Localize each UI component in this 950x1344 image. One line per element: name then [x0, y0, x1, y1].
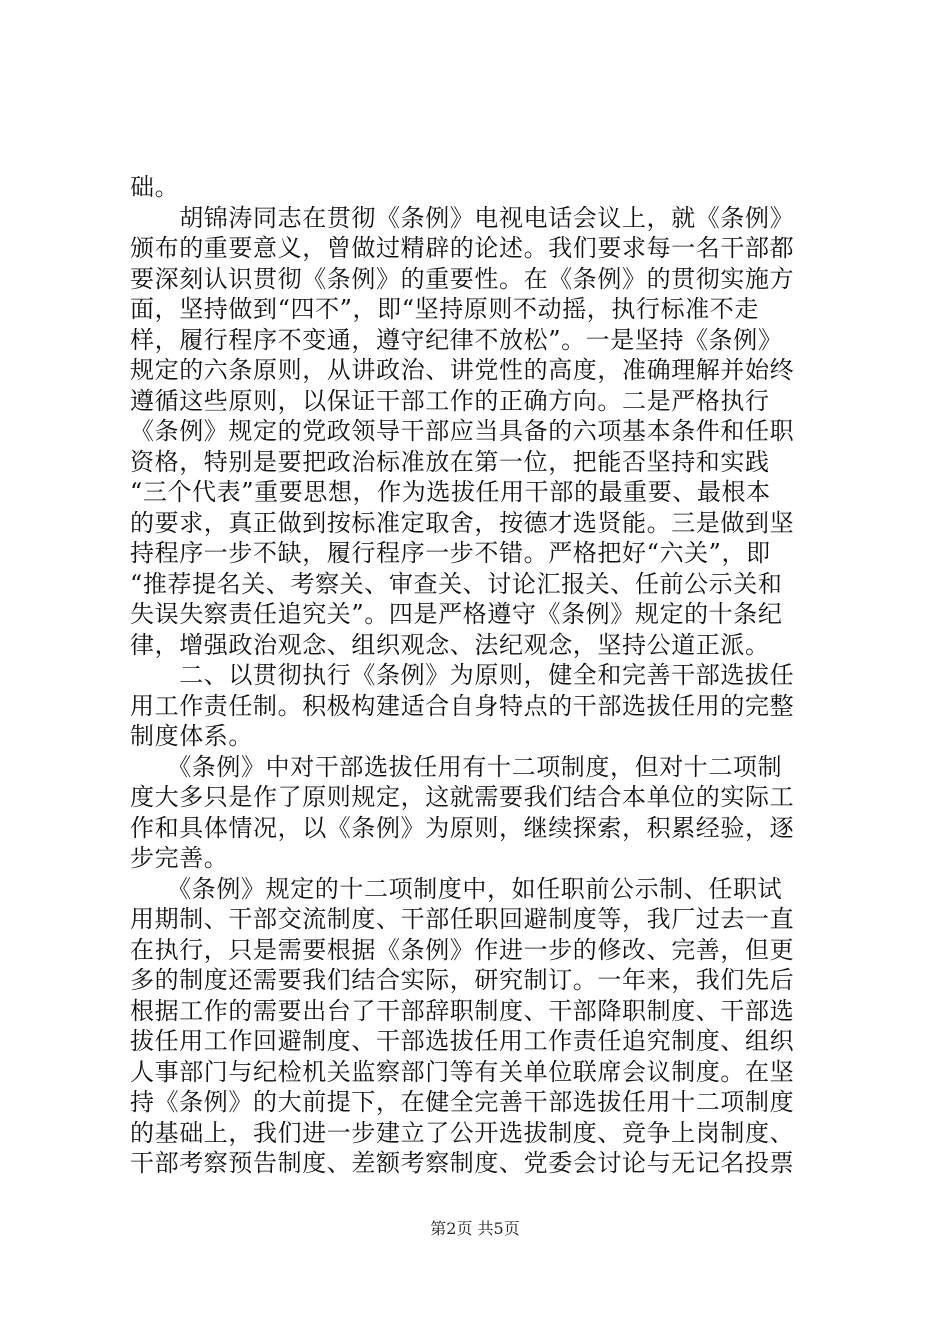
text-line: 制度体系。: [130, 722, 253, 750]
text-line: “三个代表”重要思想，作为选拔任用干部的最重要、最根本: [130, 478, 771, 506]
text-line: 步完善。: [130, 844, 229, 872]
text-line: 样，履行程序不变通，遵守纪律不放松”。一是坚持《条例》: [130, 325, 783, 354]
text-line: 二、以贯彻执行《条例》为原则，健全和完善干部选拔任: [130, 661, 795, 689]
text-line: 持《条例》的大前提下，在健全完善干部选拔任用十二项制度: [130, 1088, 795, 1116]
text-line: 用期制、干部交流制度、干部任职回避制度等，我厂过去一直: [130, 905, 795, 933]
text-line: “推荐提名关、考察关、审查关、讨论汇报关、任前公示关和: [130, 569, 783, 598]
text-line: 多的制度还需要我们结合实际，研究制订。一年来，我们先后: [130, 966, 795, 994]
text-line: 颁布的重要意义，曾做过精辟的论述。我们要求每一名干部都: [130, 234, 795, 262]
text-line: 《条例》规定的十二项制度中，如任职前公示制、任职试: [130, 874, 783, 903]
text-line: 《条例》规定的党政领导干部应当具备的六项基本条件和任职: [130, 417, 795, 445]
text-line: 拔任用工作回避制度、干部选拔任用工作责任追究制度、组织: [130, 1027, 795, 1055]
text-line: 持程序一步不缺，履行程序一步不错。严格把好“六关”，即: [130, 539, 771, 567]
text-line: 资格，特别是要把政治标准放在第一位，把能否坚持和实践: [130, 447, 770, 476]
paragraph: [130, 203, 830, 661]
text-line: 失误失察责任追究关”。四是严格遵守《条例》规定的十条纪: [130, 600, 783, 628]
text-line: 根据工作的需要出台了干部辞职制度、干部降职制度、干部选: [130, 996, 795, 1025]
text-line: 用工作责任制。积极构建适合自身特点的干部选拔任用的完整: [130, 691, 795, 720]
paragraph: [130, 752, 830, 874]
text-line: 面，坚持做到“四不”，即“坚持原则不动摇，执行标准不走: [130, 295, 760, 323]
text-line: 胡锦涛同志在贯彻《条例》电视电话会议上，就《条例》: [130, 203, 795, 232]
paragraph: [130, 660, 830, 752]
paragraph: [130, 874, 830, 1179]
text-line: 度大多只是作了原则规定，这就需要我们结合本单位的实际工: [130, 783, 795, 811]
paragraph: [130, 172, 830, 203]
text-line: 人事部门与纪检机关监察部门等有关单位联席会议制度。在坚: [130, 1057, 795, 1086]
text-line: 律，增强政治观念、组织观念、法纪观念，坚持公道正派。: [130, 630, 770, 659]
text-line: 的基础上，我们进一步建立了公开选拔制度、竞争上岗制度、: [130, 1118, 795, 1147]
text-line: 在执行，只是需要根据《条例》作进一步的修改、完善，但更: [130, 935, 795, 964]
document-body: [130, 172, 830, 1179]
text-line: 的要求，真正做到按标准定取舍，按德才选贤能。三是做到坚: [130, 508, 795, 537]
text-line: 础。: [130, 173, 180, 201]
text-line: 《条例》中对干部选拔任用有十二项制度，但对十二项制: [130, 752, 783, 781]
text-line: 作和具体情况，以《条例》为原则，继续探索，积累经验，逐: [130, 813, 795, 842]
text-line: 要深刻认识贯彻《条例》的重要性。在《条例》的贯彻实施方: [130, 264, 795, 293]
text-line: 干部考察预告制度、差额考察制度、党委会讨论与无记名投票: [130, 1149, 795, 1177]
text-line: 遵循这些原则，以保证干部工作的正确方向。二是严格执行: [130, 386, 770, 415]
text-line: 规定的六条原则，从讲政治、讲党性的高度，准确理解并始终: [130, 356, 795, 384]
page-footer: 第2页 共5页: [430, 1219, 520, 1238]
